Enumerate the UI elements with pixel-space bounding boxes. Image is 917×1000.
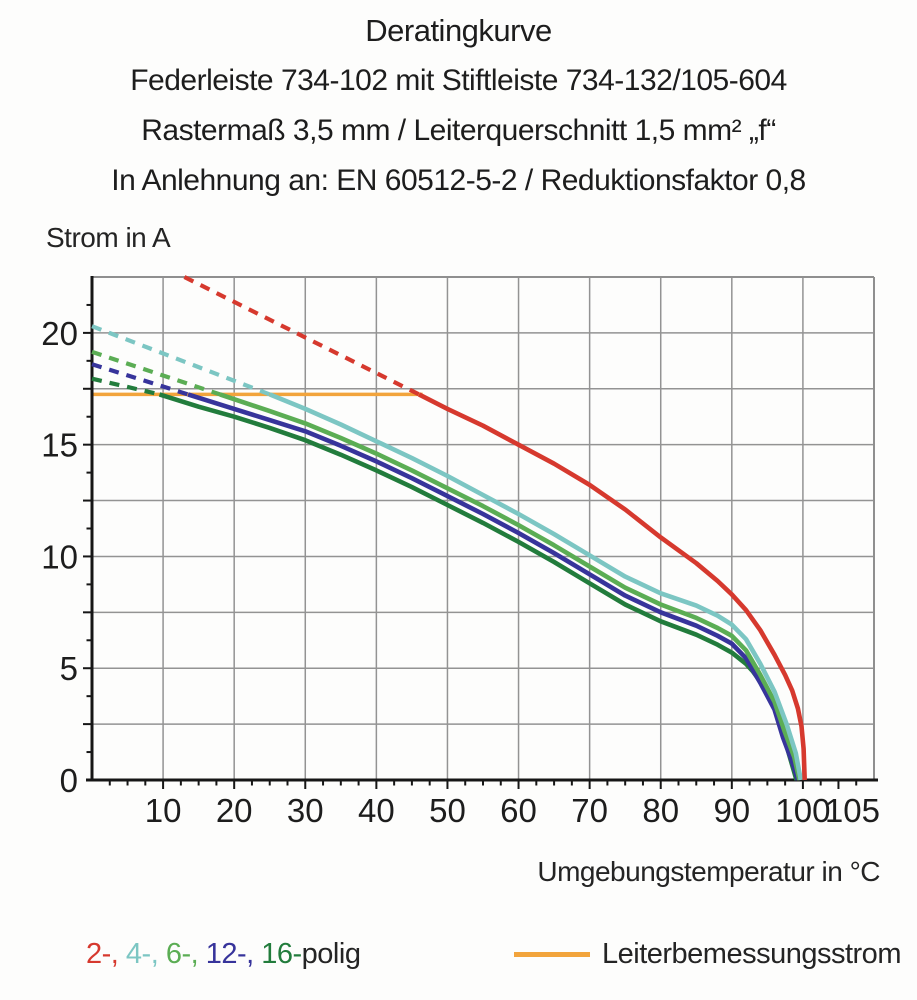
legend-pole-label: polig [301, 938, 361, 970]
x-tick-label: 20 [215, 792, 253, 829]
chart-title: Deratingkurve [365, 13, 552, 48]
legend-pole-label: 16- [261, 938, 302, 970]
rated-current-line-swatch [514, 952, 590, 957]
chart-subtitle-specs: Rastermaß 3,5 mm / Leiterquerschnitt 1,5 mm² „f“ [141, 114, 776, 147]
y-tick-label: 20 [41, 314, 78, 352]
legend-pole-label: 4-, [125, 938, 166, 970]
x-tick-label: 50 [429, 792, 466, 829]
chart-subtitle-connectors: Federleiste 734-102 mit Stiftleiste 734-132/105-604 [130, 64, 787, 97]
x-tick-label: 30 [286, 792, 324, 829]
y-tick-label: 15 [41, 426, 78, 464]
x-tick-label: 40 [358, 792, 395, 829]
rated-current-label: Leiterbemessungsstrom [602, 938, 901, 970]
x-tick-label: 80 [642, 792, 680, 829]
chart-subtitle-standard: In Anlehnung an: EN 60512-5-2 / Reduktionsfaktor 0,8 [111, 164, 806, 197]
legend-pole-counts [86, 938, 360, 971]
curve-6-polig-solid [220, 394, 799, 780]
y-axis-title: Strom in A [46, 222, 171, 253]
curve-2-polig-dashed [184, 277, 419, 394]
x-axis-title: Umgebungstemperatur in °C [537, 856, 880, 887]
x-tick-label: 70 [571, 792, 608, 829]
x-tick-label: 100 [775, 792, 831, 829]
legend-pole-label: 6-, [165, 938, 206, 970]
legend-pole-label: 12-, [205, 938, 262, 970]
curve-16-polig-solid [160, 394, 797, 780]
y-tick-label: 0 [59, 761, 78, 799]
x-tick-label: 90 [713, 792, 751, 829]
y-tick-label: 10 [41, 538, 78, 576]
y-tick-label: 5 [59, 650, 78, 688]
legend-rated-current [514, 938, 901, 971]
x-tick-label: 105 [824, 792, 880, 829]
legend-pole-label: 2-, [86, 938, 126, 970]
x-tick-label: 10 [144, 792, 182, 829]
curve-6-polig-dashed [92, 352, 220, 395]
curve-12-polig-solid [188, 394, 798, 780]
curve-12-polig-dashed [92, 364, 188, 394]
x-tick-label: 60 [500, 792, 537, 829]
